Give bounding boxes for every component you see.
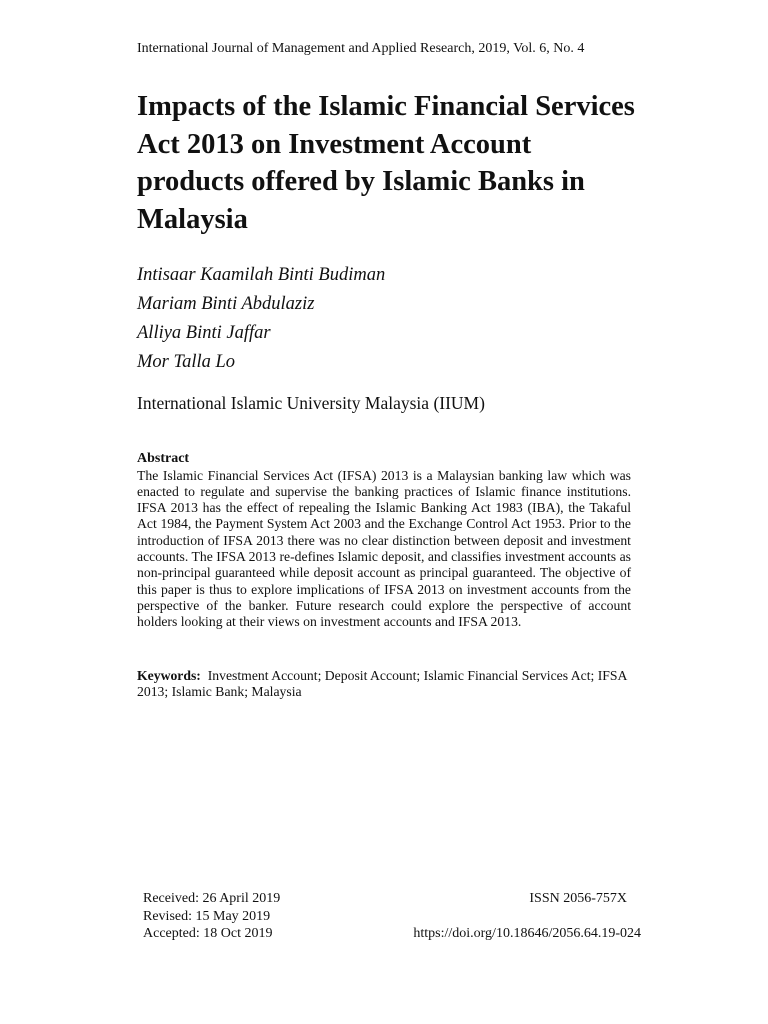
keywords-label: Keywords: xyxy=(137,668,201,683)
paper-title: Impacts of the Islamic Financial Services Act 2013 on Investment Account products offered by Islamic Banks in Malaysia xyxy=(137,91,635,235)
abstract-section xyxy=(137,451,631,630)
keywords xyxy=(137,668,631,701)
author-name: Intisaar Kaamilah Binti Budiman xyxy=(137,265,386,285)
revised-date: Revised: 15 May 2019 xyxy=(143,908,271,924)
publication-info xyxy=(413,890,641,943)
accepted-date: Accepted: 18 Oct 2019 xyxy=(143,926,273,941)
abstract-text: The Islamic Financial Services Act (IFSA) 2013 is a Malaysian banking law which was enacted to regulate and supervise the banking practices of Islamic finance institutions. IFSA 2013 has the effect of repealing the Islamic Banking Act 1983 (IBA), the Takaful Act 1984, the Payment System Act 2003 and the Exchange Control Act 1953. Prior to the introduction of IFSA 2013 there was no clear distinction between deposit and investment accounts. The IFSA 2013 re-defines Islamic deposit, and classifies investment accounts as non-principal guaranteed while deposit account as principal guaranteed. The objective of this paper is thus to explore implications of IFSA 2013 on investment accounts from the perspective of the banker. Future research could explore the perspective of account holders looking at their views on investment accounts and IFSA 2013. xyxy=(137,467,631,630)
keywords-text: Investment Account; Deposit Account; Islamic Financial Services Act; IFSA 2013; Islamic Bank; Malaysia xyxy=(137,668,627,700)
abstract-heading: Abstract xyxy=(137,451,190,466)
affiliation: International Islamic University Malaysia (IIUM) xyxy=(137,393,485,413)
received-date: Received: 26 April 2019 xyxy=(143,891,281,906)
doi-link[interactable]: https://doi.org/10.18646/2056.64.19-024 xyxy=(413,926,641,941)
article-dates xyxy=(143,890,280,943)
author-name: Mor Talla Lo xyxy=(137,352,236,372)
running-head: International Journal of Management and Applied Research, 2019, Vol. 6, No. 4 xyxy=(137,41,585,56)
author-list xyxy=(137,261,385,377)
author-name: Alliya Binti Jaffar xyxy=(137,323,271,343)
issn: ISSN 2056-757X xyxy=(529,891,627,906)
author-name: Mariam Binti Abdulaziz xyxy=(137,294,315,314)
